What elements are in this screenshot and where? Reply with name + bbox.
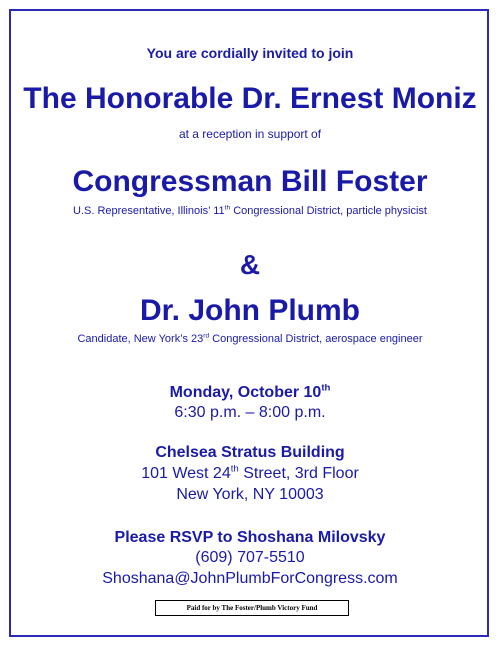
paid-for-disclaimer: Paid for by The Foster/Plumb Victory Fund [155,600,349,616]
event-date-text: Monday, October 10 [169,384,322,401]
address-line1-ordinal: th [230,463,239,475]
candidate2-desc-ordinal: rd [203,332,210,340]
event-date [0,382,500,401]
candidate2-desc-rest: Congressional District, aerospace engineer [209,333,423,345]
candidate1-description [0,206,500,217]
event-address-line2: New York, NY 10003 [176,486,324,503]
event-address-line1 [0,463,500,482]
invitation-intro: You are cordially invited to join [146,45,354,61]
event-date-ordinal: th [321,382,331,394]
rsvp-email: Shoshana@JohnPlumbForCongress.com [102,570,398,587]
candidate2-desc-text: Candidate, New York’s 23 [77,333,204,345]
candidate1-name: Congressman Bill Foster [72,165,428,198]
honoree-name: The Honorable Dr. Ernest Moniz [23,82,477,115]
rsvp-phone: (609) 707-5510 [195,549,305,566]
candidate1-desc-rest: Congressional District, particle physicist [230,205,427,217]
candidate2-name: Dr. John Plumb [139,294,361,327]
address-line1-text: 101 West 24 [141,465,231,482]
support-line: at a reception in support of [178,127,322,141]
event-time: 6:30 p.m. – 8:00 p.m. [174,404,326,421]
ampersand: & [239,249,261,280]
candidate2-description [0,334,500,345]
candidate1-desc-text: U.S. Representative, Illinois’ 11 [73,205,225,217]
rsvp-label: Please RSVP to Shoshana Milovsky [114,529,386,546]
event-venue: Chelsea Stratus Building [155,444,345,461]
address-line1-rest: Street, 3rd Floor [238,465,359,482]
candidate1-desc-ordinal: th [224,204,231,212]
